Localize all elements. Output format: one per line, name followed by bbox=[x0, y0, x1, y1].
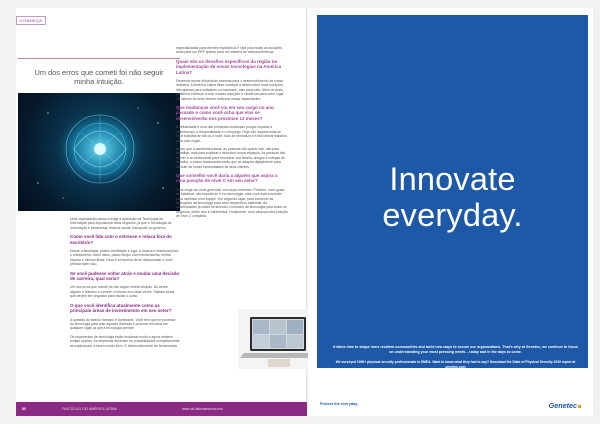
interview-question: Que mudanças você viu em seu cargo no ano passado e como você acha que elas se desenvolverão nos próximos 12 meses? bbox=[176, 105, 274, 121]
ad-headline: Innovate everyday. bbox=[382, 161, 523, 233]
advert-page bbox=[308, 8, 593, 416]
interview-question: Que conselho você daria a alguém que aspira a uma posição de nível C em seu setor? bbox=[176, 172, 278, 184]
footer-url: www.cio-latinoamerica.com bbox=[182, 407, 224, 411]
page-footer bbox=[16, 402, 307, 416]
ad-body bbox=[333, 345, 578, 370]
interview-question: Se você pudesse voltar atrás e mudar uma decisão de carreira, qual seria? bbox=[70, 270, 180, 282]
paragraph: A questão do talento humano é dominante. Você tem que ter provedor da tecnologia para criar equipes diversas e procurar recursos em qualquer lugar, já que a tecnologia permite. bbox=[70, 317, 176, 331]
interview-question: Quais são os desafios específicos da região na implementação de novas tecnologias na América Latina? bbox=[176, 58, 282, 75]
article-column-left bbox=[70, 217, 180, 352]
magazine-left-page bbox=[16, 8, 307, 416]
article-column-right bbox=[176, 46, 288, 223]
paragraph: especializadas para clientes específicos é vital para todas as soluções, tanto para um ERP quanto para um sistema de videoconferência. bbox=[176, 46, 283, 55]
laptop-video-call-image bbox=[238, 309, 318, 369]
pull-quote: Um dos erros que cometi foi não seguir minha intuição. bbox=[18, 58, 180, 96]
paragraph: Uma organização passa a exigir a aplicação da Tecnologia da Informação para impulsionar seus negócios, já que a Tecnologia da Informação é transversal, está na saúde, transporte ou governo. bbox=[70, 217, 172, 230]
interview-question: O que você identifica atualmente como as principais áreas de investimento em seu setor? bbox=[70, 302, 172, 314]
ad-body-text: It takes time to shape more resilient communities and build new ways to secure our organizations. That's why at Genetec, we continue to focus on understanding your most pressing needs – today and in the days to come. bbox=[333, 345, 578, 354]
hero-image-digital-brain bbox=[18, 93, 180, 211]
paragraph: Os orçamentos de tecnologia estão mudando muito e agora existem muitas opções. As empresas deveriam ter possibilidades completamente as tradicionais, e fazem muito bem. O desenvolvimento de ferramentas bbox=[70, 334, 180, 348]
logo-accent-icon bbox=[578, 405, 581, 408]
paragraph: Desde a faculdade, pratico meditação e ioga. A música é essencial para o relaxamento. Além disso, passo tempo com minha família, minha esposa e minhas filhas. Essa é a maneira de se desconectar e você precisa fazer isso. bbox=[70, 249, 179, 267]
ad-tagline: Protect the everyday. bbox=[320, 402, 359, 406]
paragraph: A virtualidade é uma das principais mudanças porque impacta a onipresença, a temporalidade e o emprego. Hoje não importa mais se você trabalha de dia ou à noite, tudo se centraliza e é fácil deixar trabalho para outro lugar. bbox=[176, 125, 287, 143]
paragraph: Assim que a pandemia passar, as pessoas vão querer sair, não para trabalhar, mas para explorar e descobrir novos espaços. As pessoas vão querer ir ao restaurante para encontrar sua família, amigos e colegas de trabalho, e esses restaurantes terão que se adaptar digitalmente para atender às novas necessidades de seus clientes. bbox=[176, 146, 286, 169]
ad-survey-text: We surveyed 1900+ physical security professionals in EMEA. Want to know what they had to say? Download the State of Physical Security 2020 report at genetec.com bbox=[335, 360, 576, 369]
genetec-logo: Genetec bbox=[549, 401, 581, 410]
paragraph: Devemos mover influências externas para o desenvolvimento de nossa indústria. A América Latina deve começar a desenvolver suas soluções, não apenas para softwares ou hardware, mas para tudo. Além do mais, podemos começar a criar nossas soluções e vendê-las para outro lugar. Os fatores do setor devem melhorar essas capacidades. bbox=[176, 79, 285, 101]
publication-name: FASCÍCULO CIO AMÉRICA LATINA bbox=[62, 407, 117, 411]
paragraph: Um dos erros que cometi foi não seguir minha intuição. Às vezes, alguém é teimoso e comete o mesmo erro duas vezes. Saibam ainda que devem ser seguidos para mudar o curso. bbox=[70, 285, 175, 299]
page-number: 80 bbox=[22, 407, 26, 411]
paragraph: Você exige um nível gerencial com duas vertentes: Primeiro, você gosta de trabalhar, não importa se é em tecnologia, mas você está envolvido para mobilizar uma equipe. Em segundo lugar, para conhecer as aplicações da tecnologia para seus respectivos sistemas. As universidades já estão fornecendo o conceito da tecnologia para todos os negócios, então isso é transversal. Finalmente, você alcança uma posição de nível C completa. bbox=[176, 187, 288, 219]
advert-blue-panel bbox=[317, 15, 588, 368]
interview-question: Como você lida com o estresse e relaxa fora do escritório? bbox=[70, 234, 172, 245]
section-tag: CONHEÇA bbox=[16, 16, 46, 25]
